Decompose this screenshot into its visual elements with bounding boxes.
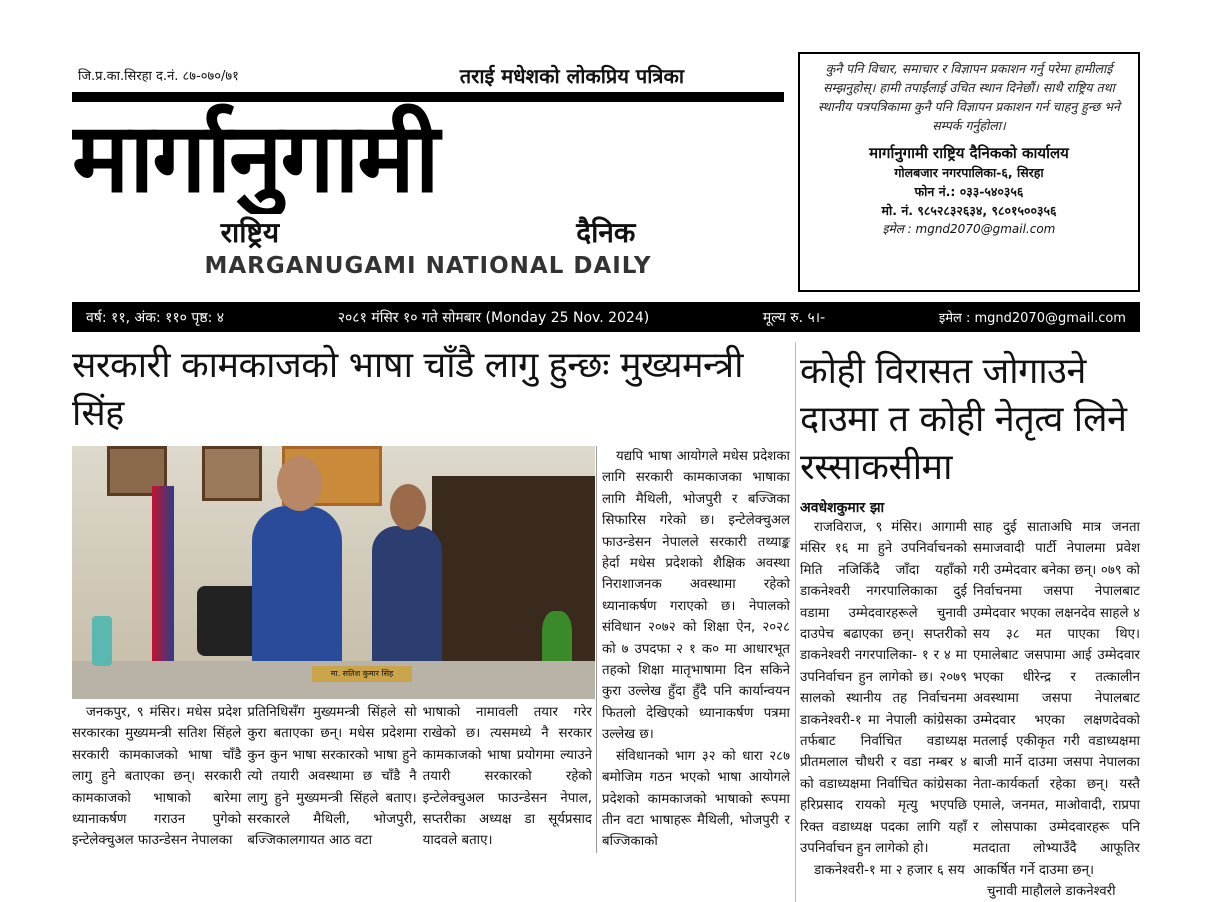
logo-sub-right: दैनिक xyxy=(576,216,636,249)
paragraph: डाकनेश्वरी-१ मा २ हजार ६ सय xyxy=(814,862,965,878)
headline-story1[interactable]: सरकारी कामकाजको भाषा चाँडै लागु हुन्छः मुख्यमन्त्री सिंह xyxy=(72,345,743,434)
story2-columns xyxy=(800,517,1140,902)
story2 xyxy=(795,342,1140,902)
story2-column-2 xyxy=(973,517,1140,902)
masthead-top-row xyxy=(72,62,784,88)
ad-message: कुनै पनि विचार, समाचार र विज्ञापन प्रकाशन गर्नु परेमा हामीलाई सम्झनुहोस्। हामी तपाईंलाई उचित स्थान दिनेछौं। साथै राष्ट्रिय तथा स्थानीय पत्रपत्रिकामा कुनै पनि विज्ञापन प्रकाशन गर्न चाहनु हुन्छ भने सम्पर्क गर्नुहोला। xyxy=(818,61,1120,133)
logo-english: MARGANUGAMI NATIONAL DAILY xyxy=(204,253,652,279)
nameplate: मा. सतिश कुमार सिंह xyxy=(312,666,412,682)
story1-column-4 xyxy=(602,446,790,853)
paragraph: प्रतिनिधिसँग मुख्यमन्त्री सिंहले सो कुरा बताएका छन्। मधेस प्रदेशमा कुन कुन भाषा सरकारको भाषा हुने त्यो तयारी अवस्थामा छ चाँडै नै लागु हुने मुख्यमन्त्री सिंहले बताए। सरकारले मैथिली, भोजपुरी, बज्जिकालगायत आठ वटा xyxy=(247,705,417,849)
paragraph: संविधानको भाग ३२ को धारा २८७ बमोजिम गठन भएको भाषा आयोगले प्रदेशको कामकाजको भाषाको रूपमा तीन वटा भाषाहरू मैथिली, भोजपुरी र बज्जिकाको xyxy=(602,748,790,850)
story1-column-1 xyxy=(72,702,241,852)
logo-sub-left: राष्ट्रिय xyxy=(220,216,280,249)
story1 xyxy=(72,342,790,902)
byline: अवधेशकुमार झा xyxy=(800,500,885,516)
office-phone: फोन नं.: ०३३-५४०३५६ xyxy=(914,184,1024,199)
registration-number: जि.प्र.का.सिरहा द.नं. ८७-०७०/७१ xyxy=(78,69,239,84)
paragraph: जनकपुर, ९ मंसिर। मधेस प्रदेश सरकारका मुख्यमन्त्री सतिश सिंहले सरकारी कामकाजको भाषा चाँडै लागु हुने बताएका छन्। सरकारी कामकाजको भाषाको बारेमा ध्यानाकर्षण गराउन पुगेको इन्टेलेक्चुअल फाउन्डेसन नेपालका xyxy=(72,705,242,849)
info-bar xyxy=(72,302,1140,332)
person-right-head xyxy=(390,484,426,530)
paragraph: भाषाको नामावली तयार गरेर राखेको छ। त्यसमध्ये नै सरकार कामकाजको भाषा प्रयोगमा ल्याउने तयारी सरकारको रहेको इन्टेलेक्चुअल फाउन्डेसन नेपाल, सप्तरीका अध्यक्ष डा सूर्यप्रसाद यादवले बताए। xyxy=(422,705,592,849)
paragraph: चुनावी माहौलले डाकनेश्वरी xyxy=(987,883,1116,899)
office-name: मार्गानुगामी राष्ट्रिय दैनिकको कार्यालय xyxy=(869,144,1069,162)
water-bottle xyxy=(92,616,112,666)
story1-columns xyxy=(72,702,596,852)
story1-body xyxy=(72,446,790,853)
logo-text: मार्गानुगामी xyxy=(72,102,438,214)
logo-wrap xyxy=(72,92,784,214)
paragraph: साह दुई साताअघि मात्र जनता समाजवादी पार्टी नेपालमा प्रवेश गरी उम्मेदवार बनेका छन्। ०७९ को निर्वाचनमा जसपा नेपालबाट उम्मेदवार भएका लक्षनदेव साहले ४ सय ३८ मत पाएका थिए। एमालेबाट जसपामा आई उम्मेदवार भएका धीरेन्द्र र तत्कालीन अवस्थामा जसपा नेपालबाट उम्मेदवार भएका लक्षणदेवको मतलाई एकीकृत गरी वडाध्यक्षमा बाजी मार्ने दाउमा जसपा नेपालका नेता-कार्यकर्ता रहेका छन्। यस्तै एमाले, जनमत, माओवादी, राप्रपा र लोसपाका उम्मेदवारहरू पनि मतदाता लोभ्याउँदै आफूतिर आकर्षित गर्ने दाउमा छन्। xyxy=(973,520,1140,878)
masthead xyxy=(72,52,1140,294)
portrait-frame xyxy=(202,446,262,501)
person-left xyxy=(252,506,342,666)
masthead-logo xyxy=(72,52,784,282)
main-content xyxy=(72,342,1140,902)
paragraph: राजविराज, ९ मंसिर। आगामी मंसिर १६ मा हुने उपनिर्वाचनको मिति नजिकिँदै जाँदा यहाँको डाकनेश्वरी नगरपालिकाका दुई वडामा उम्मेदवारहरूले चुनावी दाउपेच बढाएका छन्। सप्तरीको डाकनेश्वरी नगरपालिका- १ र ४ मा उपनिर्वाचन हुन लागेको छ। २०७९ सालको स्थानीय तह निर्वाचनमा डाकनेश्वरी-१ मा नेपाली कांग्रेसका तर्फबाट निर्वाचित वडाध्यक्ष प्रीतमलाल चौधरी र वडा नम्बर ४ को वडाध्यक्षमा निर्वाचित कांग्रेसका हरिप्रसाद रायको मृत्यु भएपछि रिक्त वडाध्यक्ष पदका लागि यहाँ उपनिर्वाचन हुन लागेको हो। xyxy=(800,520,967,857)
advertisement-box xyxy=(798,52,1140,292)
story1-photo-and-columns xyxy=(72,446,597,853)
person-left-head xyxy=(277,456,322,511)
story1-column-2 xyxy=(247,702,416,852)
news-photo xyxy=(72,446,595,699)
flag xyxy=(152,486,174,676)
story1-column-3 xyxy=(423,702,592,852)
office-email: इमेल : mgnd2070@gmail.com xyxy=(882,222,1056,236)
office-address: गोलबजार नगरपालिका-६, सिरहा xyxy=(894,165,1044,180)
story2-column-1 xyxy=(800,517,967,902)
tagline: तराई मधेशको लोकप्रिय पत्रिका xyxy=(459,63,684,88)
price: मूल्य रु. ५।- xyxy=(762,309,826,326)
headline-story2[interactable]: कोही विरासत जोगाउने दाउमा त कोही नेतृत्व लिने रस्साकसीमा xyxy=(800,351,1127,488)
logo-sub-row xyxy=(72,214,784,250)
person-right xyxy=(372,526,442,666)
plant xyxy=(542,611,572,661)
newspaper-page xyxy=(72,0,1140,902)
paragraph: यद्यपि भाषा आयोगले मधेस प्रदेशका लागि सरकारी कामकाजका भाषाका लागि मैथिली, भोजपुरी र बज्जिका सिफारिस गरेको छ। इन्टेलेक्चुअल फाउन्डेसन नेपालले सरकारी तथ्याङ्क हेर्दा मधेस प्रदेशको शैक्षिक अवस्था निराशाजनक अवस्थामा रहेको ध्यानाकर्षण गराएको छ। नेपालको संविधान २०७२ को शिक्षा ऐन, २०२८ को ७ उपदफा २ १ क० मा आधारभूत तहको शिक्षा मातृभाषामा दिन सकिने कुरा उल्लेख हुँदा हुँदै पनि कार्यान्वयन फितलो देखिएको ध्यानाकर्षण पत्रमा उल्लेख छ। xyxy=(602,449,790,743)
issue-info: वर्ष: ११, अंक: ११० पृष्ठ: ४ xyxy=(86,309,225,326)
bar-email: इमेल : mgnd2070@gmail.com xyxy=(938,311,1126,326)
issue-date: २०८१ मंसिर १० गते सोमबार (Monday 25 Nov. 2024) xyxy=(337,309,650,326)
office-mobile: मो. नं. ९८५२८३२६३४, ९८०१५००३५६ xyxy=(881,203,1057,218)
